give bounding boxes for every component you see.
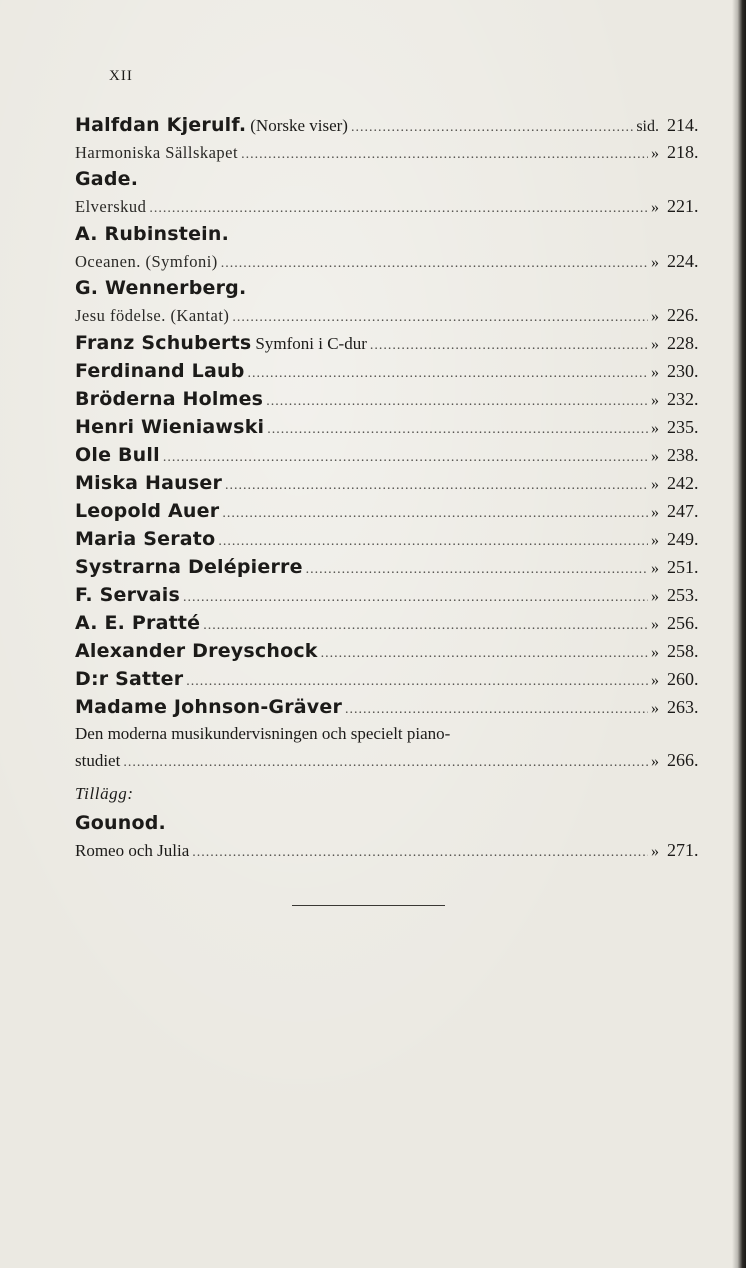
dot-leader — [232, 310, 648, 326]
entry-title: Oceanen. (Symfoni) — [75, 251, 218, 271]
entry-heading: Gounod. — [75, 812, 166, 835]
entry-title: Jesu födelse. (Kantat) — [75, 306, 230, 326]
page-ref: 230. — [667, 360, 699, 381]
toc-entry — [75, 500, 711, 528]
toc-entry — [75, 812, 711, 840]
toc-entry — [75, 556, 711, 584]
page-ref: 228. — [667, 332, 699, 353]
dot-leader — [225, 478, 648, 494]
entry-text: Tillägg: — [75, 784, 134, 804]
entry-heading: Halfdan Kjerulf. — [75, 114, 247, 136]
page-ref: 218. — [667, 142, 699, 162]
entry-title: Elverskud — [75, 197, 147, 217]
page-prefix: » — [651, 199, 659, 217]
page-ref: 235. — [667, 416, 699, 437]
toc-entry — [75, 528, 711, 556]
dot-leader — [222, 506, 648, 522]
book-spine-edge — [732, 0, 746, 1268]
entry-heading: G. Wennerberg. — [75, 277, 247, 300]
page-ref: 249. — [667, 528, 699, 549]
page-ref: 232. — [667, 388, 699, 409]
page-ref: 266. — [667, 749, 699, 770]
page-prefix: » — [651, 699, 659, 717]
dot-leader — [123, 755, 648, 771]
page-prefix: » — [651, 335, 659, 353]
toc-entry — [75, 612, 711, 640]
entry-heading: F. Servais — [75, 583, 180, 606]
entry-heading: Maria Serato — [75, 527, 216, 550]
toc-entry — [75, 444, 711, 472]
page-prefix: » — [651, 503, 659, 521]
dot-leader — [203, 618, 648, 634]
toc-entry — [75, 472, 711, 500]
page-ref: 256. — [667, 612, 699, 633]
toc-entry — [75, 724, 711, 750]
page-prefix: » — [651, 671, 659, 689]
page-prefix: » — [651, 843, 659, 861]
page-ref: 224. — [667, 250, 699, 271]
page-ref: 258. — [667, 640, 699, 661]
entry-heading: Alexander Dreyschock — [75, 639, 318, 662]
toc-entry — [75, 168, 711, 196]
dot-leader — [192, 845, 648, 861]
page-prefix: » — [651, 559, 659, 577]
toc-entry — [75, 360, 711, 388]
page-ref: 263. — [667, 696, 699, 717]
dot-leader — [248, 366, 648, 382]
toc-entry — [75, 668, 711, 696]
dot-leader — [149, 201, 648, 217]
dot-leader — [221, 256, 648, 272]
entry-heading: Ferdinand Laub — [75, 359, 245, 382]
entry-heading: Leopold Auer — [75, 499, 220, 522]
entry-heading: D:r Satter — [75, 667, 184, 690]
page-ref: 251. — [667, 556, 699, 577]
dot-leader — [218, 534, 648, 550]
dot-leader — [370, 338, 648, 354]
entry-heading: A. Rubinstein. — [75, 222, 230, 245]
page-ref: 271. — [667, 840, 699, 861]
page-ref: 214. — [667, 115, 699, 135]
page-prefix: » — [651, 752, 659, 770]
entry-heading: Gade. — [75, 168, 139, 191]
toc-entry — [75, 305, 711, 331]
toc-entry — [75, 277, 711, 305]
page-number: XII — [109, 68, 133, 84]
page-prefix: » — [651, 447, 659, 465]
page-ref: 247. — [667, 500, 699, 521]
dot-leader — [163, 450, 648, 466]
toc-entry — [75, 784, 711, 812]
entry-heading: Franz Schuberts — [75, 331, 252, 354]
page-ref: 260. — [667, 668, 699, 689]
page-ref: 238. — [667, 444, 699, 465]
page-prefix: » — [651, 391, 659, 409]
entry-title: Symfoni i C-dur — [255, 333, 367, 353]
entry-heading: Ole Bull — [75, 443, 160, 466]
dot-leader — [345, 702, 648, 718]
entry-title: (Norske viser) — [250, 116, 348, 135]
dot-leader — [306, 562, 648, 578]
dot-leader — [183, 590, 648, 606]
toc-entry — [75, 416, 711, 444]
toc-entry — [75, 142, 711, 168]
page-prefix: » — [651, 145, 659, 162]
entry-heading: Henri Wieniawski — [75, 415, 265, 438]
table-of-contents — [75, 114, 711, 867]
page-ref: 221. — [667, 196, 699, 217]
page-ref: 242. — [667, 472, 699, 493]
entry-title: studiet — [75, 750, 121, 770]
dot-leader — [267, 422, 648, 438]
entry-title: Romeo och Julia — [75, 841, 190, 861]
entry-heading: Madame Johnson-Gräver — [75, 695, 343, 718]
page-prefix: » — [651, 615, 659, 633]
toc-entry — [75, 196, 711, 222]
toc-entry — [75, 332, 711, 360]
toc-entry — [75, 750, 711, 776]
entry-heading: Systrarna Delépierre — [75, 555, 303, 578]
page-prefix: » — [651, 643, 659, 661]
page-ref: 253. — [667, 584, 699, 605]
dot-leader — [266, 394, 648, 410]
entry-heading: A. E. Pratté — [75, 611, 201, 634]
toc-entry — [75, 114, 711, 142]
entry-heading: Bröderna Holmes — [75, 387, 264, 410]
page-prefix: » — [651, 308, 659, 326]
toc-entry — [75, 388, 711, 416]
entry-title: Harmoniska Sällskapet — [75, 143, 239, 162]
page-prefix: » — [651, 475, 659, 493]
dot-leader — [241, 147, 648, 163]
toc-entry — [75, 584, 711, 612]
entry-text: Den moderna musikundervisningen och specielt piano- — [75, 723, 451, 743]
dot-leader — [321, 646, 648, 662]
page-ref: 226. — [667, 305, 699, 326]
page-prefix: » — [651, 587, 659, 605]
page-prefix: » — [651, 363, 659, 381]
toc-entry — [75, 840, 711, 866]
dot-leader — [351, 120, 633, 136]
end-rule — [292, 905, 445, 906]
page-prefix: sid. — [636, 118, 659, 135]
toc-entry — [75, 223, 711, 251]
page-prefix: » — [651, 253, 659, 271]
toc-entry — [75, 251, 711, 277]
toc-entry — [75, 696, 711, 724]
page-prefix: » — [651, 531, 659, 549]
toc-entry — [75, 640, 711, 668]
page-prefix: » — [651, 419, 659, 437]
entry-heading: Miska Hauser — [75, 471, 223, 494]
dot-leader — [186, 674, 648, 690]
